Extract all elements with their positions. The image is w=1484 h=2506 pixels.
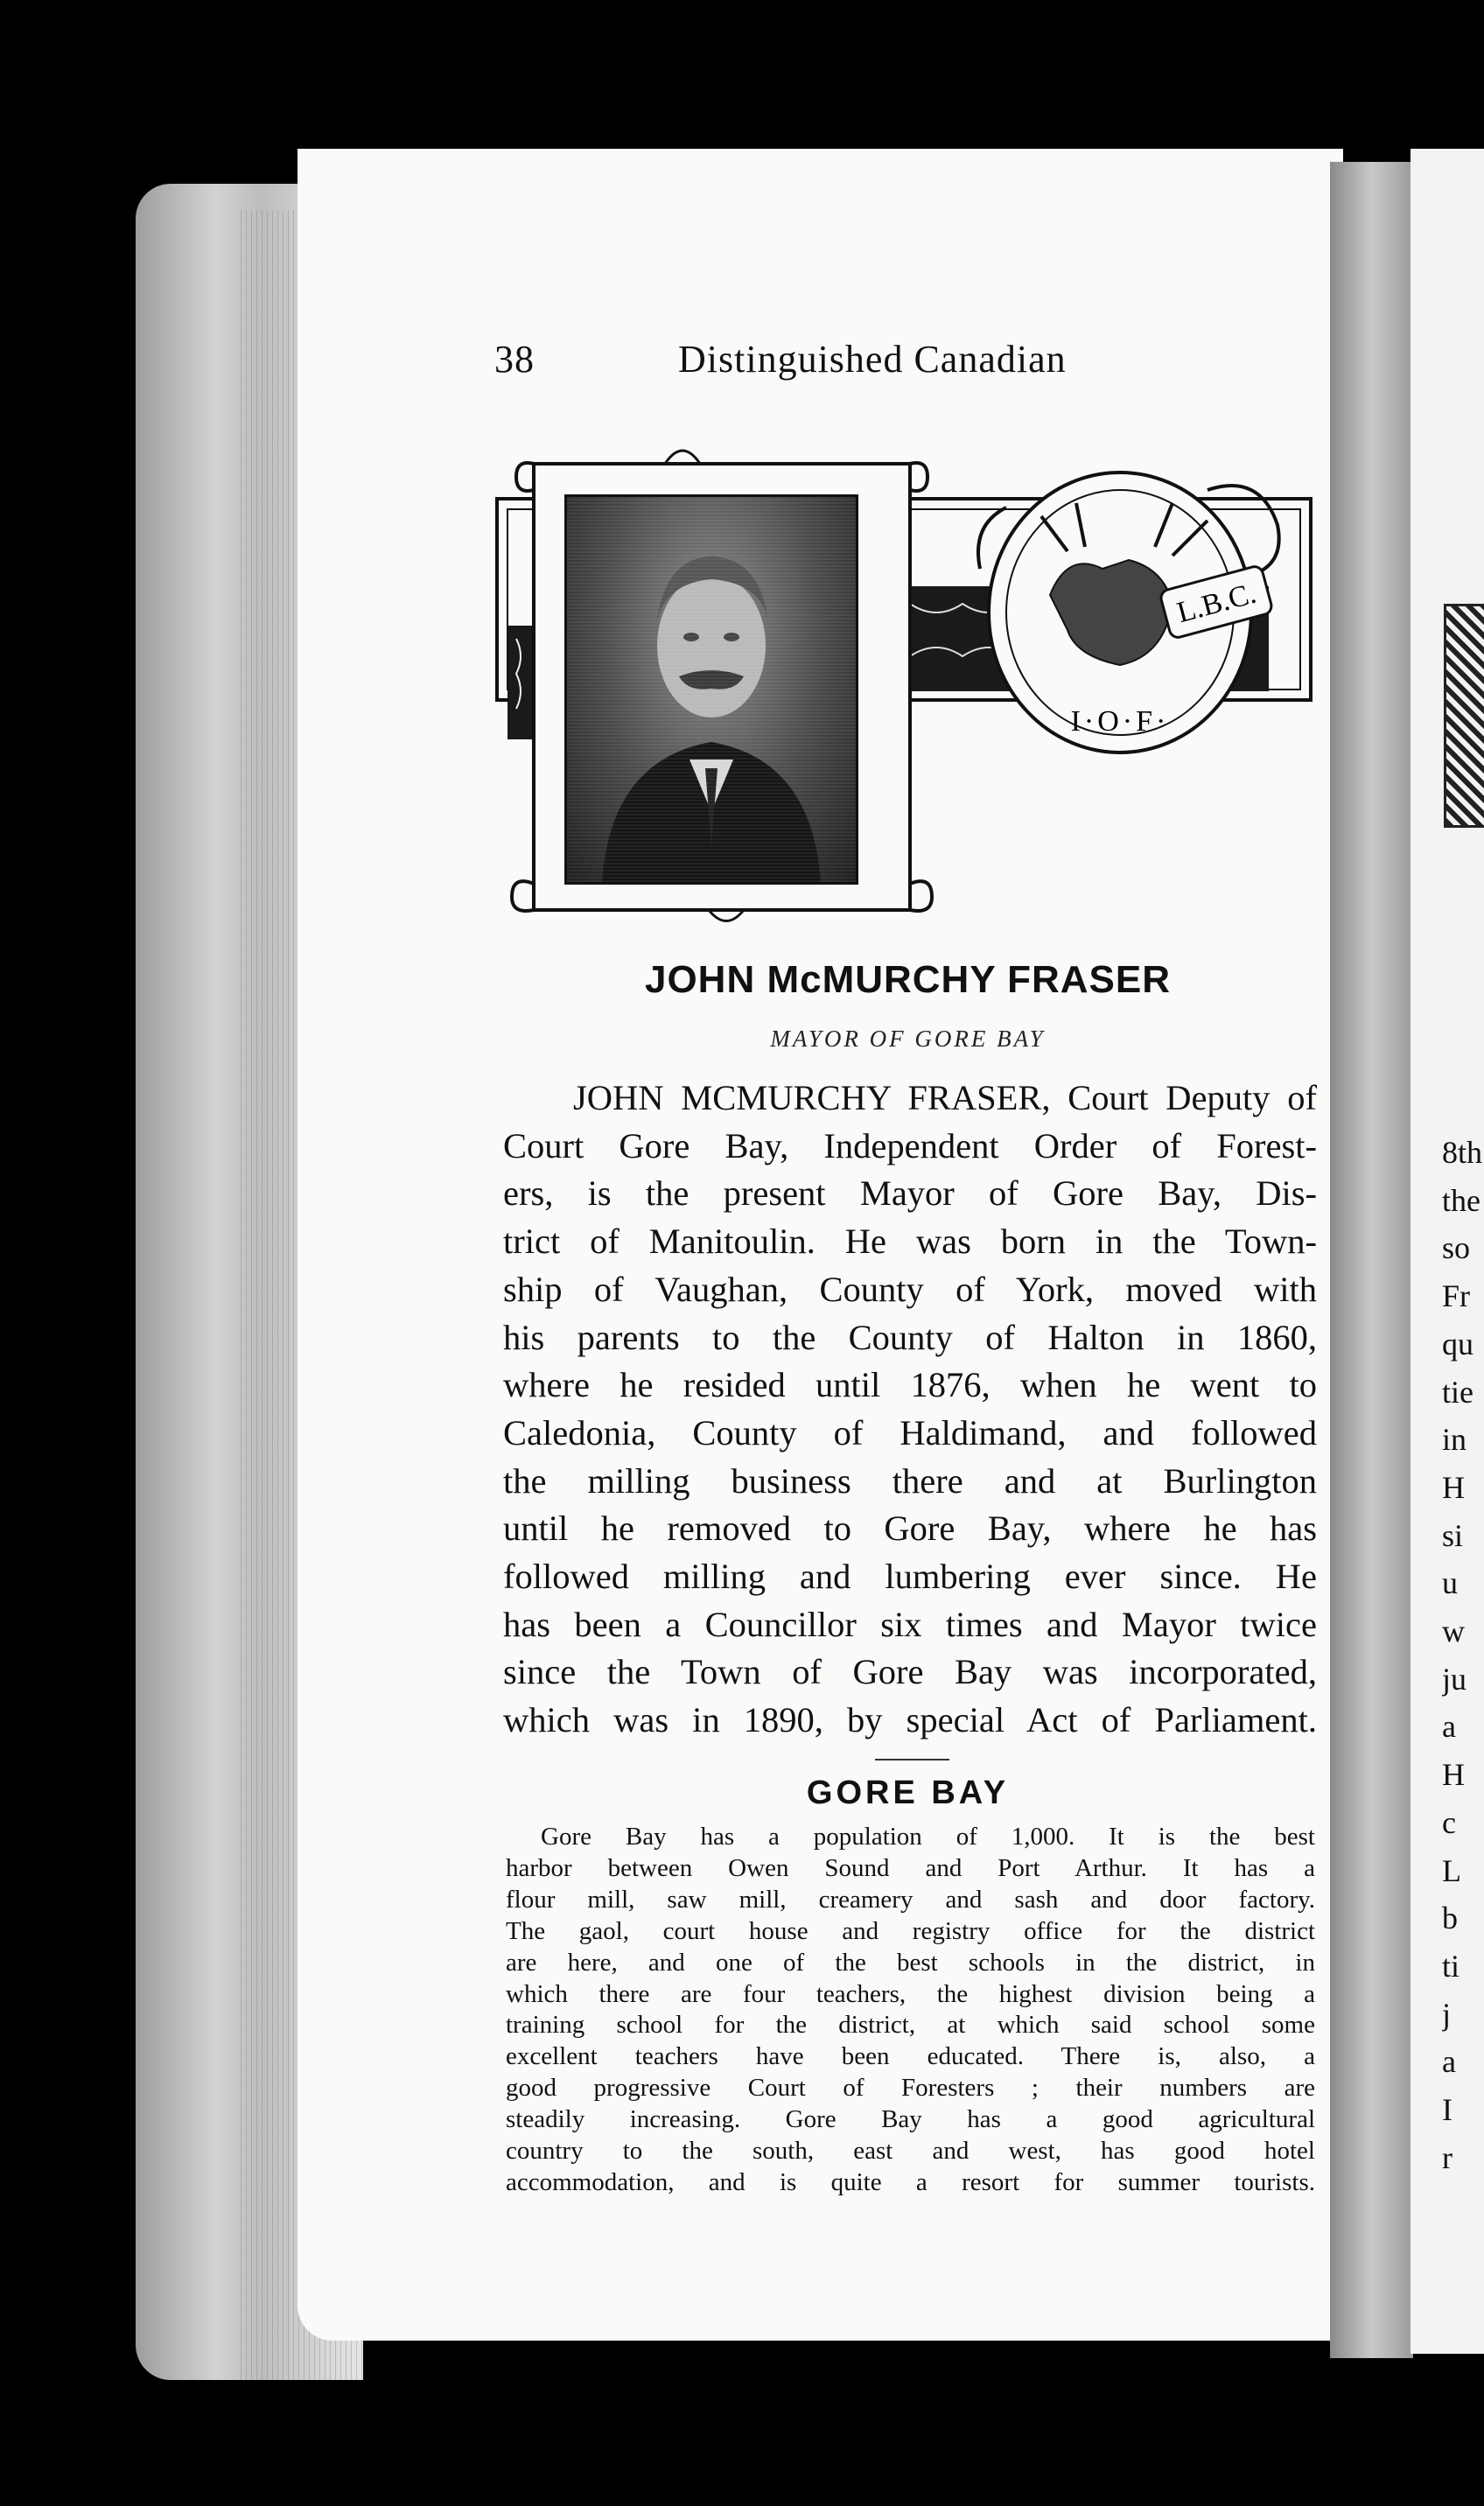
section-line: are here, and one of the best schools in the district, in: [506, 1948, 1315, 1977]
page-number: 38: [494, 338, 535, 381]
running-title: Distinguished Canadian: [678, 338, 1067, 381]
section-line: Gore Bay has a population of 1,000. It is the best: [541, 1823, 1315, 1851]
biography-line: has been a Councillor six times and Mayor twice: [503, 1604, 1317, 1644]
biography-line: the milling business there and at Burlington: [503, 1460, 1317, 1501]
facing-page-fragment: si: [1442, 1517, 1464, 1553]
emblem-lbc-text: L.B.C.: [1173, 577, 1260, 630]
iof-emblem: [978, 472, 1279, 752]
facing-page-fragment: I: [1442, 2092, 1452, 2128]
biography-line: his parents to the County of Halton in 1860,: [503, 1317, 1317, 1357]
facing-page-fragment: H: [1442, 1469, 1465, 1505]
facing-page-fragment: a: [1442, 1709, 1456, 1745]
facing-page-fragment: Fr: [1442, 1278, 1471, 1314]
facing-page-fragment: tie: [1442, 1374, 1474, 1410]
emblem-iof-text: I·O·F·: [1070, 705, 1170, 738]
section-line: accommodation, and is quite a resort for summer tourists.: [506, 2167, 1315, 2196]
biography-line: trict of Manitoulin. He was born in the Town-: [503, 1222, 1317, 1262]
facing-page-fragment: in: [1442, 1422, 1467, 1458]
section-line: which there are four teachers, the highest division being a: [506, 1979, 1315, 2008]
section-line: excellent teachers have been educated. There is, also, a: [506, 2042, 1315, 2071]
facing-page-fragment: 8th: [1442, 1135, 1483, 1170]
biography-line: which was in 1890, by special Act of Parliament.: [503, 1700, 1317, 1740]
facing-page-fragment: b: [1442, 1900, 1458, 1936]
biography-line: JOHN MCMURCHY FRASER, Court Deputy of: [573, 1078, 1317, 1117]
facing-page-fragment: H: [1442, 1757, 1465, 1793]
section-line: training school for the district, at which said school some: [506, 2011, 1315, 2040]
facing-page-text-fragments: [1442, 1129, 1484, 2181]
section-line: flour mill, saw mill, creamery and sash and door factory.: [506, 1885, 1315, 1914]
biography-line: followed milling and lumbering ever since. He: [503, 1557, 1317, 1597]
facing-page-fragment: ju: [1442, 1661, 1467, 1697]
facing-page-fragment: r: [1442, 2139, 1452, 2175]
facing-page-fragment: w: [1442, 1614, 1465, 1649]
biography-line: ship of Vaughan, County of York, moved with: [503, 1269, 1317, 1309]
halftone-texture: [567, 497, 856, 882]
gore-bay-paragraph: [506, 1822, 1315, 2199]
portrait-photo: [564, 494, 858, 885]
section-line: country to the south, east and west, has good hotel: [506, 2137, 1315, 2166]
biography-line: Caledonia, County of Haldimand, and followed: [503, 1412, 1317, 1452]
facing-page-fragment: L: [1442, 1852, 1461, 1888]
section-line: steadily increasing. Gore Bay has a good agricultural: [506, 2105, 1315, 2134]
facing-page-fragment: a: [1442, 2044, 1456, 2080]
section-title: GORE BAY: [806, 1774, 1010, 1811]
article-subtitle: MAYOR OF GORE BAY: [770, 1026, 1046, 1052]
biography-line: where he resided until 1876, when he went to: [503, 1365, 1317, 1405]
biography-text: [503, 1074, 1317, 1745]
biography-line: until he removed to Gore Bay, where he has: [503, 1508, 1317, 1549]
section-line: The gaol, court house and registry office for the district: [506, 1916, 1315, 1945]
biography-line: since the Town of Gore Bay was incorporated,: [503, 1652, 1317, 1692]
facing-page-fragment: so: [1442, 1230, 1471, 1266]
section-divider: [875, 1759, 949, 1760]
biography-line: ers, is the present Mayor of Gore Bay, Dis-: [503, 1173, 1317, 1214]
facing-page-ornament: [1444, 604, 1484, 828]
section-line: harbor between Owen Sound and Port Arthur. It has a: [506, 1853, 1315, 1882]
article-title: JOHN McMURCHY FRASER: [644, 958, 1172, 1001]
facing-page-fragment: the: [1442, 1182, 1480, 1218]
facing-page-fragment: qu: [1442, 1326, 1474, 1362]
facing-page-fragment: u: [1442, 1565, 1458, 1601]
section-line: good progressive Court of Foresters ; their numbers are: [506, 2074, 1315, 2103]
facing-page-fragment: j: [1442, 1996, 1452, 2032]
book-gutter: [1330, 162, 1413, 2358]
facing-page-fragment: ti: [1442, 1948, 1460, 1984]
biography-line: Court Gore Bay, Independent Order of Forest-: [503, 1125, 1317, 1166]
facing-page-fragment: c: [1442, 1804, 1456, 1840]
